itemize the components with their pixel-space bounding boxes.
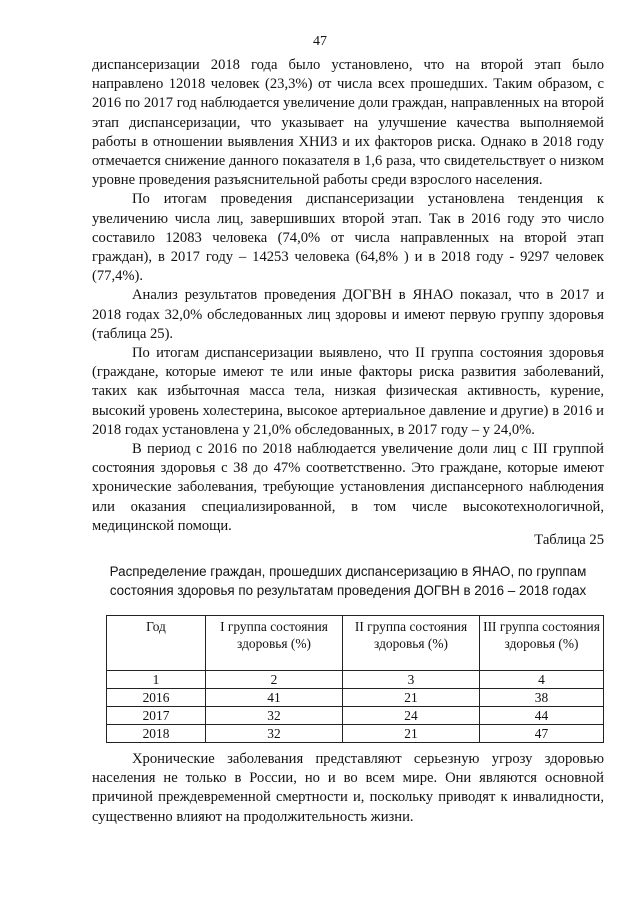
group-1-cell: 32 (206, 725, 343, 743)
header-year: Год (107, 616, 206, 671)
paragraph-4: По итогам диспансеризации выявлено, что II группа состояния здоровья (граждане, которые имеют те или иные факторы риска развития заболеваний, таких как избыточная масса тела, низкая физическая активность, курение, высокий уровень холестерина, высокое артериальное давление и другие) в 2016 и 2018 годах установлена у 21,0% обследованных, в 2017 году – у 24,0%. (92, 345, 604, 438)
paragraph-1: диспансеризации 2018 года было установлено, что на второй этап было направлено 12018 человек (23,3%) от числа всех прошедших. Таким образом, с 2016 по 2017 год наблюдается увеличение доли граждан, направленных на второй этап диспансеризации, что указывает на улучшение качества выполняемой работы в отношении выявления ХНИЗ и их факторов риска. Однако в 2018 году отмечается снижение данного показателя в 1,6 раза, что свидетельствует о низком уровне проведения разъяснительной работы среди взрослого населения. (92, 57, 604, 189)
group-2-cell: 21 (343, 689, 480, 707)
group-3-cell: 44 (480, 707, 604, 725)
table-row (107, 707, 604, 725)
body-text (92, 56, 604, 536)
header-group-3: III группа состояния здоровья (%) (480, 616, 604, 671)
table-header-row (107, 616, 604, 671)
paragraph-3: Анализ результатов проведения ДОГВН в ЯНАО показал, что в 2017 и 2018 годах 32,0% обследованных лиц здоровы и имеют первую группу здоровья (таблица 25). (92, 287, 604, 342)
index-cell: 2 (206, 671, 343, 689)
table-row (107, 689, 604, 707)
year-cell: 2017 (107, 707, 206, 725)
paragraph-5: В период с 2016 по 2018 наблюдается увеличение доли лиц с III группой состояния здоровья с 38 до 47% соответственно. Это граждане, которые имеют хронические заболевания, требующие установления диспансерного наблюдения или оказания специализированной, в том числе высокотехнологичной, медицинской помощи. (92, 441, 604, 534)
index-cell: 3 (343, 671, 480, 689)
table-label: Таблица 25 (534, 532, 604, 548)
closing-paragraph: Хронические заболевания представляют серьезную угрозу здоровью населения не только в России, но и во всем мире. Они являются основной причиной преждевременной смертности и, поскольку приводят к инвалидности, существенно влияют на продолжительность жизни. (92, 751, 604, 825)
group-1-cell: 41 (206, 689, 343, 707)
health-groups-table (106, 615, 604, 743)
group-2-cell: 24 (343, 707, 480, 725)
year-cell: 2018 (107, 725, 206, 743)
group-2-cell: 21 (343, 725, 480, 743)
index-cell: 1 (107, 671, 206, 689)
paragraph-2: По итогам проведения диспансеризации установлена тенденция к увеличению числа лиц, завершивших второй этап. Так в 2016 году это число составило 12083 человека (74,0% от числа направленных на второй этап граждан), в 2017 году – 14253 человека (64,8% ) и в 2018 году - 9297 человек (77,4%). (92, 191, 604, 285)
year-cell: 2016 (107, 689, 206, 707)
closing-text (92, 750, 604, 827)
header-group-1: I группа состояния здоровья (%) (206, 616, 343, 671)
page-number: 47 (313, 34, 327, 49)
table-caption: Распределение граждан, прошедших диспансеризацию в ЯНАО, по группам состояния здоровья по результатам проведения ДОГВН в 2016 – 2018 годах (109, 564, 587, 598)
group-1-cell: 32 (206, 707, 343, 725)
header-group-2: II группа состояния здоровья (%) (343, 616, 480, 671)
group-3-cell: 47 (480, 725, 604, 743)
index-cell: 4 (480, 671, 604, 689)
table-row (107, 725, 604, 743)
table-index-row (107, 671, 604, 689)
group-3-cell: 38 (480, 689, 604, 707)
